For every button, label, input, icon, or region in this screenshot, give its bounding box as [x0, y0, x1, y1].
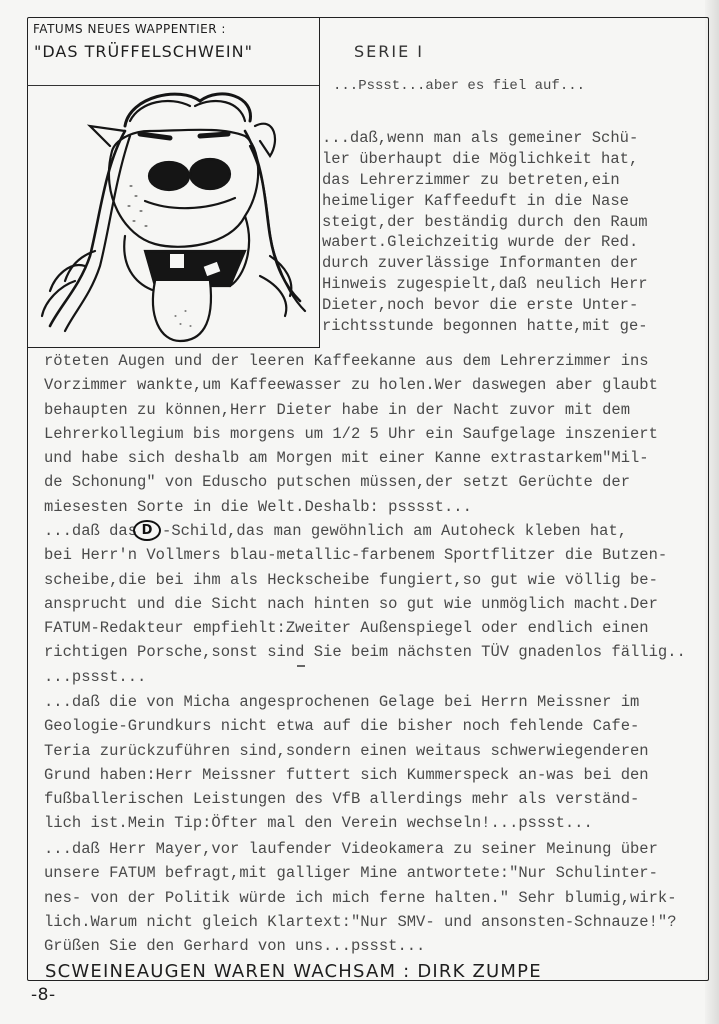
- text-line: nes- von der Politik würde ich mich ferne halten." Sehr blumig,wirk-: [44, 888, 677, 907]
- paragraph-1-continued: [44, 349, 704, 519]
- text-line: ansprucht und die Sicht nach hinten so gut wie unmöglich macht.Der: [44, 594, 658, 613]
- text-line: FATUM-Redakteur empfiehlt:Zweiter Außenspiegel oder endlich einen: [44, 619, 649, 638]
- text-line: ...daß die von Micha angesprochenen Gelage bei Herrn Meissner im: [44, 693, 640, 711]
- text-fragment: ...daß das: [44, 522, 138, 540]
- text-line: fußballerischen Leistungen des VfB allerdings mehr als verständ-: [44, 790, 640, 809]
- text-line: ...daß,wenn man als gemeiner Schü-: [322, 129, 639, 147]
- text-line: Teria zurückzuführen sind,sondern einen weitaus schwerwiegenderen: [44, 741, 649, 760]
- text-line: richtsstunde begonnen hatte,mit ge-: [322, 317, 648, 336]
- page-number: -8-: [31, 985, 56, 1005]
- text-line: Dieter,noch bevor die erste Unter-: [322, 296, 639, 315]
- text-line: und habe sich deshalb am Morgen mit einer Kanne extrastarkem"Mil-: [44, 449, 649, 468]
- text-line: ...pssst...: [44, 667, 147, 686]
- d-country-badge: D: [133, 520, 161, 541]
- paragraph-4: [44, 837, 704, 958]
- text-line: lich.Warum nicht gleich Klartext:"Nur SMV- und ansonsten-Schnauze!"?: [44, 912, 677, 931]
- text-line: de Schonung" von Eduscho putschen müssen,der setzt Gerüchte der: [44, 473, 630, 492]
- text-fragment: -Schild,das man gewöhnlich am Autoheck kleben hat,: [162, 522, 628, 540]
- series-label: SERIE I: [354, 42, 425, 61]
- author-credit: SCWEINEAUGEN WAREN WACHSAM : DIRK ZUMPE: [45, 961, 542, 982]
- text-line: richtigen Porsche,sonst sind Sie beim nächsten TÜV gnadenlos fällig..: [44, 643, 686, 662]
- article-subtitle: ...Pssst...aber es fiel auf...: [333, 78, 586, 94]
- text-line: Vorzimmer wankte,um Kaffeewasser zu holen.Wer daswegen aber glaubt: [44, 376, 658, 395]
- text-line: durch zuverlässige Informanten der: [322, 254, 639, 273]
- text-line: bei Herr'n Vollmers blau-metallic-farbenem Sportflitzer die Butzen-: [44, 546, 668, 565]
- text-line: Grüßen Sie den Gerhard von uns...pssst...: [44, 937, 426, 956]
- text-line: heimeliger Kaffeeduft in die Nase: [322, 191, 629, 210]
- text-line: wabert.Gleichzeitig wurde der Red.: [322, 233, 639, 252]
- paragraph-3: [44, 690, 704, 836]
- paragraph-1-column: [322, 128, 682, 337]
- scan-mark: [297, 665, 305, 667]
- cartoon-title-line-1: FATUMS NEUES WAPPENTIER :: [33, 22, 226, 36]
- text-line: Geologie-Grundkurs nicht etwa auf die bisher noch fehlende Cafe-: [44, 717, 640, 736]
- text-line: röteten Augen und der leeren Kaffeekanne aus dem Lehrerzimmer ins: [44, 352, 649, 370]
- text-line: das Lehrerzimmer zu betreten,ein: [322, 170, 620, 189]
- text-line: ...daß Herr Mayer,vor laufender Videokamera zu seiner Meinung über: [44, 840, 658, 858]
- text-line: scheibe,die bei ihm als Heckscheibe fungiert,so gut wie völlig be-: [44, 570, 658, 589]
- text-line: steigt,der beständig durch den Raum: [322, 212, 648, 231]
- text-line: Hinweis zugespielt,daß neulich Herr: [322, 275, 648, 294]
- text-line: Grund haben:Herr Meissner futtert sich Kummerspeck an-was bei den: [44, 765, 649, 784]
- text-line: unsere FATUM befragt,mit galliger Mine antwortete:"Nur Schulinter-: [44, 864, 658, 883]
- text-line: Lehrerkollegium bis morgens um 1/2 5 Uhr ein Saufgelage inszeniert: [44, 424, 658, 443]
- pig-caricature-icon: [30, 86, 316, 344]
- cartoon-title-line-2: "DAS TRÜFFELSCHWEIN": [34, 42, 253, 61]
- text-line: lich ist.Mein Tip:Öfter mal den Verein wechseln!...pssst...: [44, 814, 593, 833]
- text-line: ler überhaupt die Möglichkeit hat,: [322, 149, 639, 168]
- paragraph-2: [44, 519, 704, 689]
- text-line: [44, 519, 704, 543]
- text-line: behaupten zu können,Herr Dieter habe in der Nacht zuvor mit dem: [44, 400, 630, 419]
- text-line: miesesten Sorte in die Welt.Deshalb: psssst...: [44, 497, 472, 516]
